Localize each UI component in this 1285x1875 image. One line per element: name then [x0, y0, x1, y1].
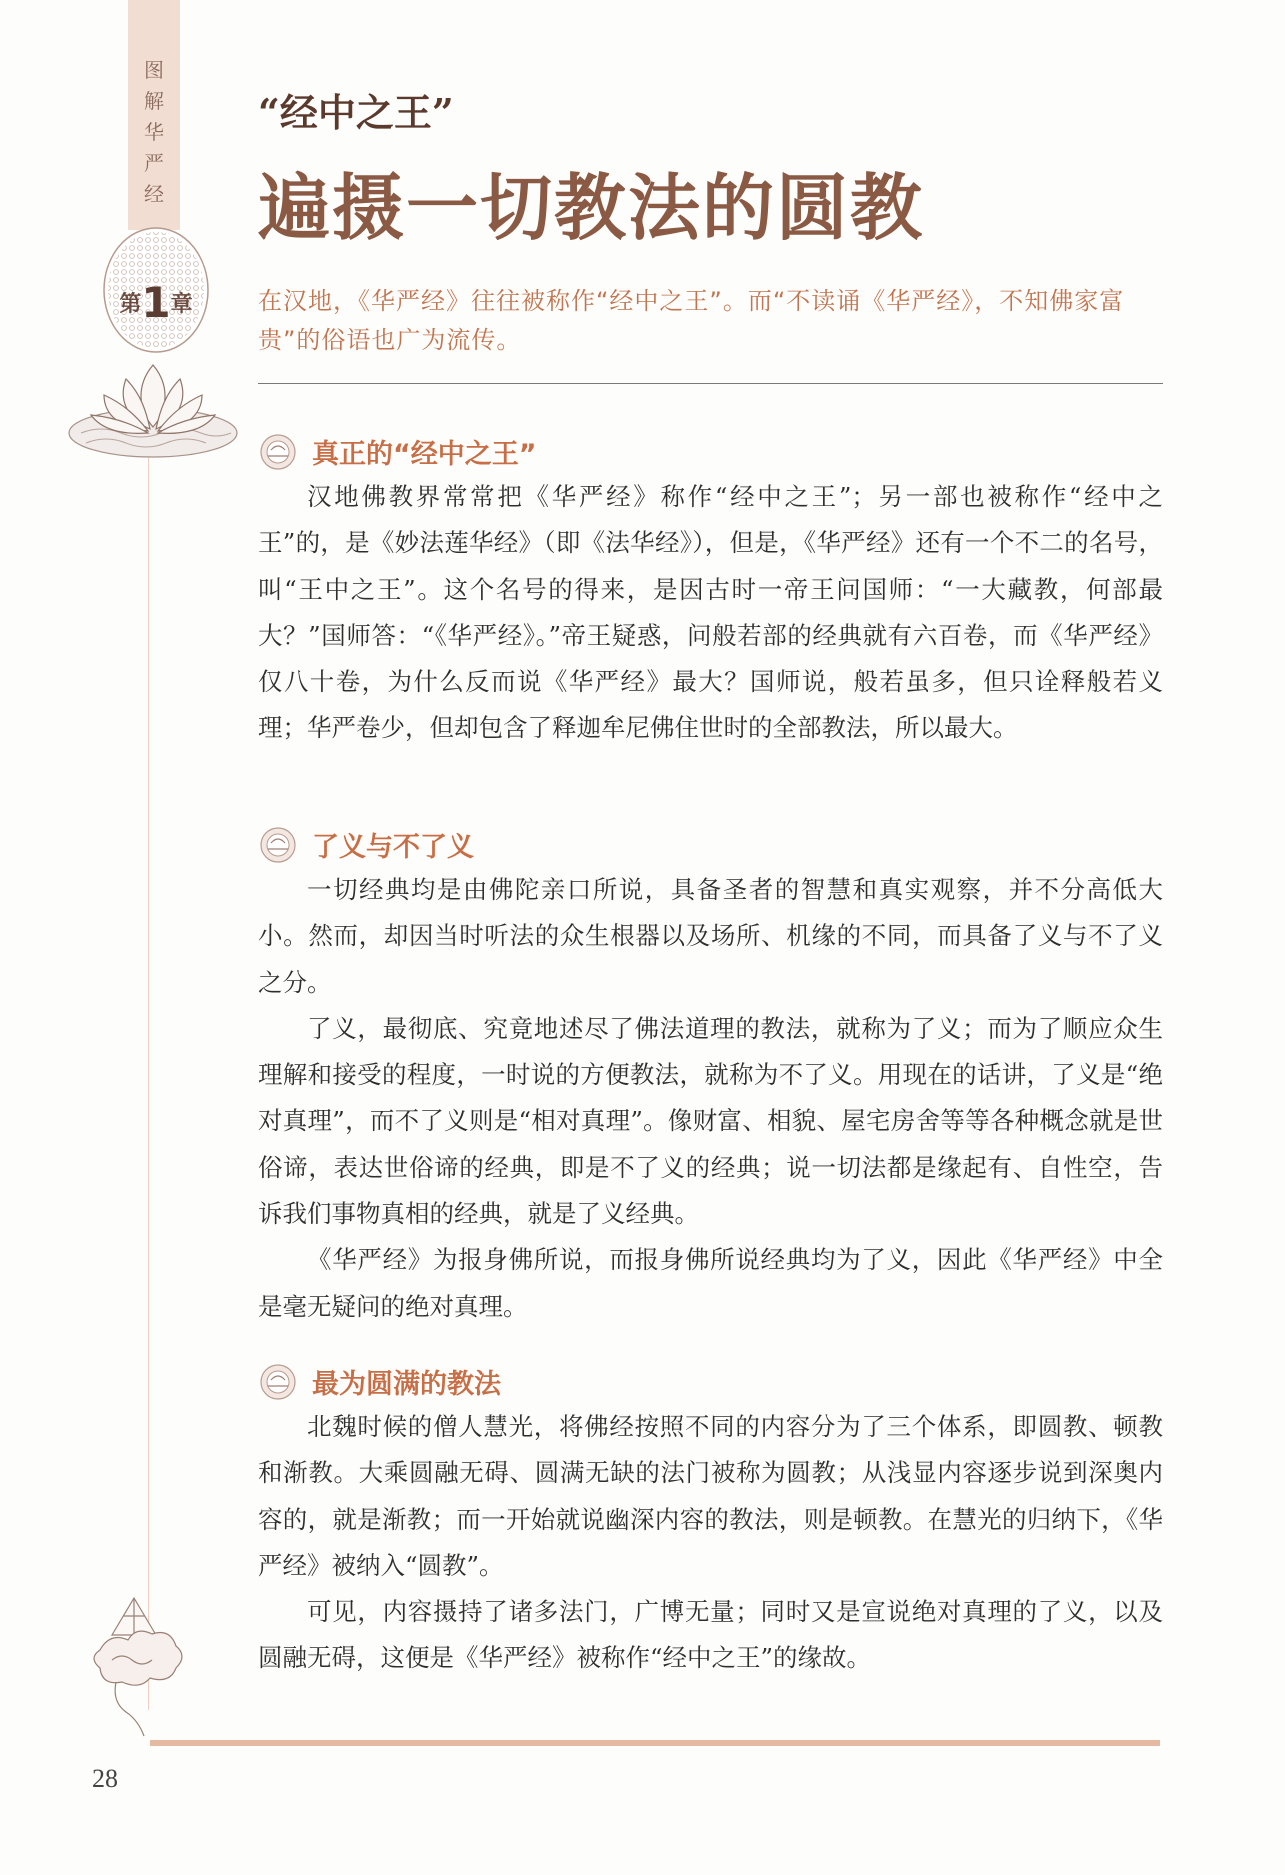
section-paragraph: 北魏时候的僧人慧光，将佛经按照不同的内容分为了三个体系，即圆教、顿教和渐教。大乘圆融无碍、圆满无缺的法门被称为圆教；从浅显内容逐步说到深奥内容的，就是渐教；而一开始就说幽深内容的教法，则是顿教。在慧光的归纳下，《华严经》被纳入“圆教”。 [258, 1412, 1163, 1580]
section-paragraph: 了义，最彻底、究竟地述尽了佛法道理的教法，就称为了义；而为了顺应众生理解和接受的程度，一时说的方便教法，就称为不了义。用现在的话讲，了义是“绝对真理”，而不了义则是“相对真理”。像财富、相貌、屋宅房舍等等各种概念就是世俗谛，表达世俗谛的经典，即是不了义的经典；说一切法都是缘起有、自性空，告诉我们事物真相的经典，就是了义经典。 [258, 1013, 1163, 1229]
side-book-title: 图解华严经 [144, 58, 164, 206]
dharma-wheel-icon [258, 825, 298, 865]
chapter-prefix: 第 [119, 292, 142, 317]
section-2 [258, 823, 1163, 1330]
page-subtitle: “经中之王” [258, 90, 454, 135]
chapter-number: 1 [141, 278, 171, 327]
dharma-wheel-icon [258, 1362, 298, 1402]
chapter-suffix: 章 [170, 292, 193, 317]
bottom-divider [150, 1740, 1160, 1746]
cloud-ornament-icon [82, 1590, 187, 1740]
section-title: 真正的“经中之王” [312, 439, 537, 470]
section-title: 了义与不了义 [312, 832, 474, 863]
section-title: 最为圆满的教法 [312, 1369, 501, 1400]
chapter-label [96, 278, 216, 327]
side-vertical-line [148, 440, 149, 1710]
section-paragraph: 《华严经》为报身佛所说，而报身佛所说经典均为了义，因此《华严经》中全是毫无疑问的绝对真理。 [258, 1245, 1163, 1321]
section-1 [258, 430, 1163, 752]
title-divider [258, 383, 1163, 384]
section-heading-row [258, 823, 1163, 867]
page-number: 28 [92, 1764, 118, 1793]
section-heading-row [258, 1360, 1163, 1404]
intro-paragraph: 在汉地，《华严经》往往被称作“经中之王”。而“不读诵《华严经》，不知佛家富贵”的俗语也广为流传。 [258, 287, 1125, 354]
lotus-icon [66, 355, 241, 465]
section-paragraph: 可见，内容摄持了诸多法门，广博无量；同时又是宣说绝对真理的了义，以及圆融无碍，这便是《华严经》被称作“经中之王”的缘故。 [258, 1597, 1163, 1673]
dharma-wheel-icon [258, 432, 298, 472]
section-paragraph: 汉地佛教界常常把《华严经》称作“经中之王”；另一部也被称作“经中之王”的，是《妙法莲华经》（即《法华经》），但是，《华严经》还有一个不二的名号，叫“王中之王”。这个名号的得来，是因古时一帝王问国师：“一大藏教，何部最大？”国师答：“《华严经》。”帝王疑惑，问般若部的经典就有六百卷，而《华严经》仅八十卷，为什么反而说《华严经》最大？国师说，般若虽多，但只诠释般若义理；华严卷少，但却包含了释迦牟尼佛住世时的全部教法，所以最大。 [258, 482, 1163, 743]
section-3 [258, 1360, 1163, 1682]
page-title: 遍摄一切教法的圆教 [258, 166, 925, 250]
section-paragraph: 一切经典均是由佛陀亲口所说，具备圣者的智慧和真实观察，并不分高低大小。然而，却因当时听法的众生根器以及场所、机缘的不同，而具备了义与不了义之分。 [258, 875, 1163, 997]
section-heading-row [258, 430, 1163, 474]
